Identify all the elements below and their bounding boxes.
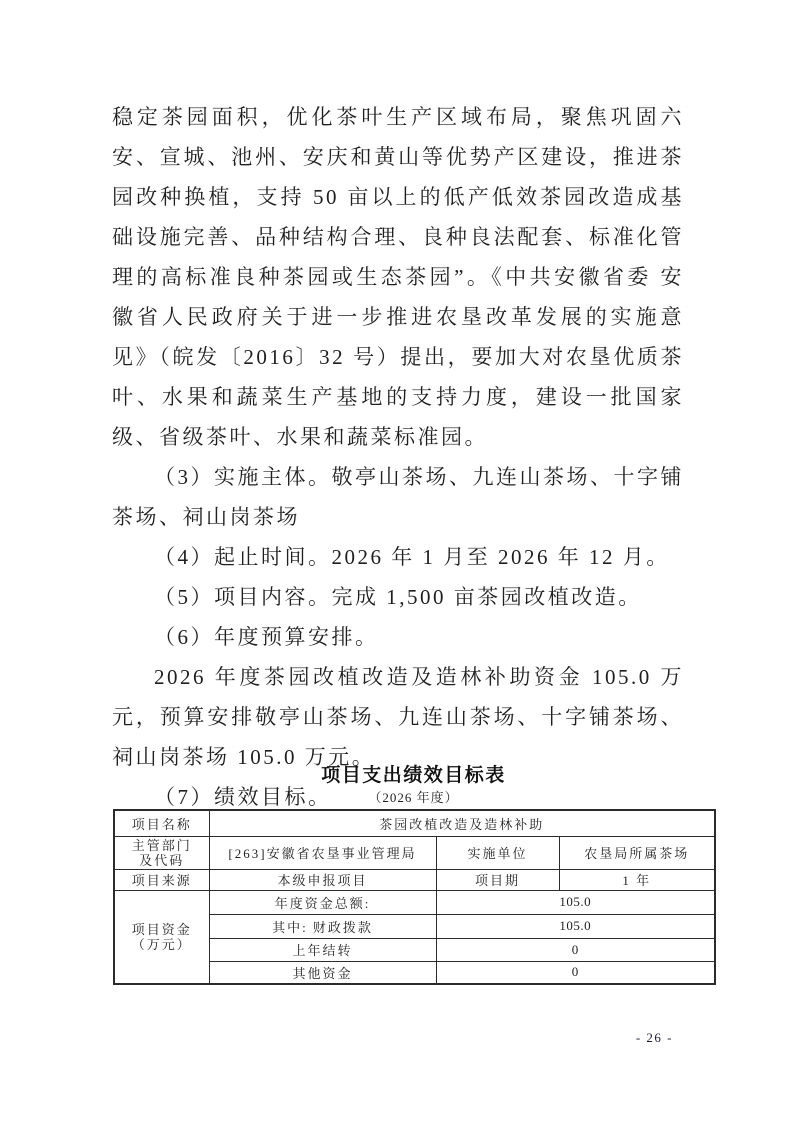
fund-total-value: 105.0 <box>436 890 715 914</box>
fund-other-value: 0 <box>436 961 715 984</box>
fund-fiscal-label: 其中: 财政拨款 <box>209 914 436 938</box>
fund-carryover-label: 上年结转 <box>209 938 436 961</box>
paragraph-budget: 2026 年度茶园改植改造及造林补助资金 105.0 万元，预算安排敬亭山茶场、九连山茶场、十字铺茶场、祠山岗茶场 105.0 万元。 <box>112 665 684 769</box>
department-label-line2: 及代码 <box>139 852 185 868</box>
project-funds-label <box>114 890 209 984</box>
paragraph-item-3: （3）实施主体。敬亭山茶场、九连山茶场、十字铺茶场、祠山岗茶场 <box>112 465 684 529</box>
fund-other-label: 其他资金 <box>209 961 436 984</box>
paragraph-item-4: （4）起止时间。2026 年 1 月至 2026 年 12 月。 <box>154 545 670 569</box>
paragraph-item-7: （7）绩效目标。 <box>154 785 332 809</box>
paragraph-item-6: （6）年度预算安排。 <box>154 625 379 649</box>
table-row <box>114 836 715 869</box>
project-funds-label-line2: （万元） <box>131 936 192 952</box>
fund-total-label: 年度资金总额: <box>209 890 436 914</box>
table-title: 项目支出绩效目标表 <box>321 765 506 786</box>
project-funds-label-line1: 项目资金 <box>131 921 192 937</box>
project-period-label: 项目期 <box>436 869 559 890</box>
department-label-line1: 主管部门 <box>131 837 192 853</box>
table-row <box>114 810 715 836</box>
page-number: - 26 - <box>635 1030 673 1045</box>
table-subtitle: （2026 年度） <box>368 790 459 805</box>
project-name-value: 茶园改植改造及造林补助 <box>209 810 715 836</box>
paragraph-item-5: （5）项目内容。完成 1,500 亩茶园改植改造。 <box>154 585 642 609</box>
fund-fiscal-value: 105.0 <box>436 914 715 938</box>
performance-table-section <box>113 764 714 985</box>
project-source-value: 本级申报项目 <box>209 869 436 890</box>
department-label <box>114 836 209 869</box>
department-value: [263]安徽省农垦事业管理局 <box>209 836 436 869</box>
project-period-value: 1 年 <box>559 869 715 890</box>
paragraph-continuation: 稳定茶园面积，优化茶叶生产区域布局，聚焦巩固六安、宣城、池州、安庆和黄山等优势产区建设，推进茶园改种换植，支持 50 亩以上的低产低效茶园改造成基础设施完善、品种结构合理、良种良法配套、标准化管理的高标准良种茶园或生态茶园”。《中共安徽省委 安徽省人民政府关于进一步推进农垦改革发展的实施意见》（皖发〔2016〕32 号）提出，要加大对农垦优质茶叶、水果和蔬菜生产基地的支持力度，建设一批国家级、省级茶叶、水果和蔬菜标准园。 <box>112 105 684 449</box>
project-name-label: 项目名称 <box>114 810 209 836</box>
implementing-unit-label: 实施单位 <box>436 836 559 869</box>
table-row <box>114 890 715 914</box>
body-text <box>112 97 684 817</box>
performance-target-table <box>113 809 716 985</box>
implementing-unit-value: 农垦局所属茶场 <box>559 836 715 869</box>
table-row <box>114 869 715 890</box>
fund-carryover-value: 0 <box>436 938 715 961</box>
project-source-label: 项目来源 <box>114 869 209 890</box>
